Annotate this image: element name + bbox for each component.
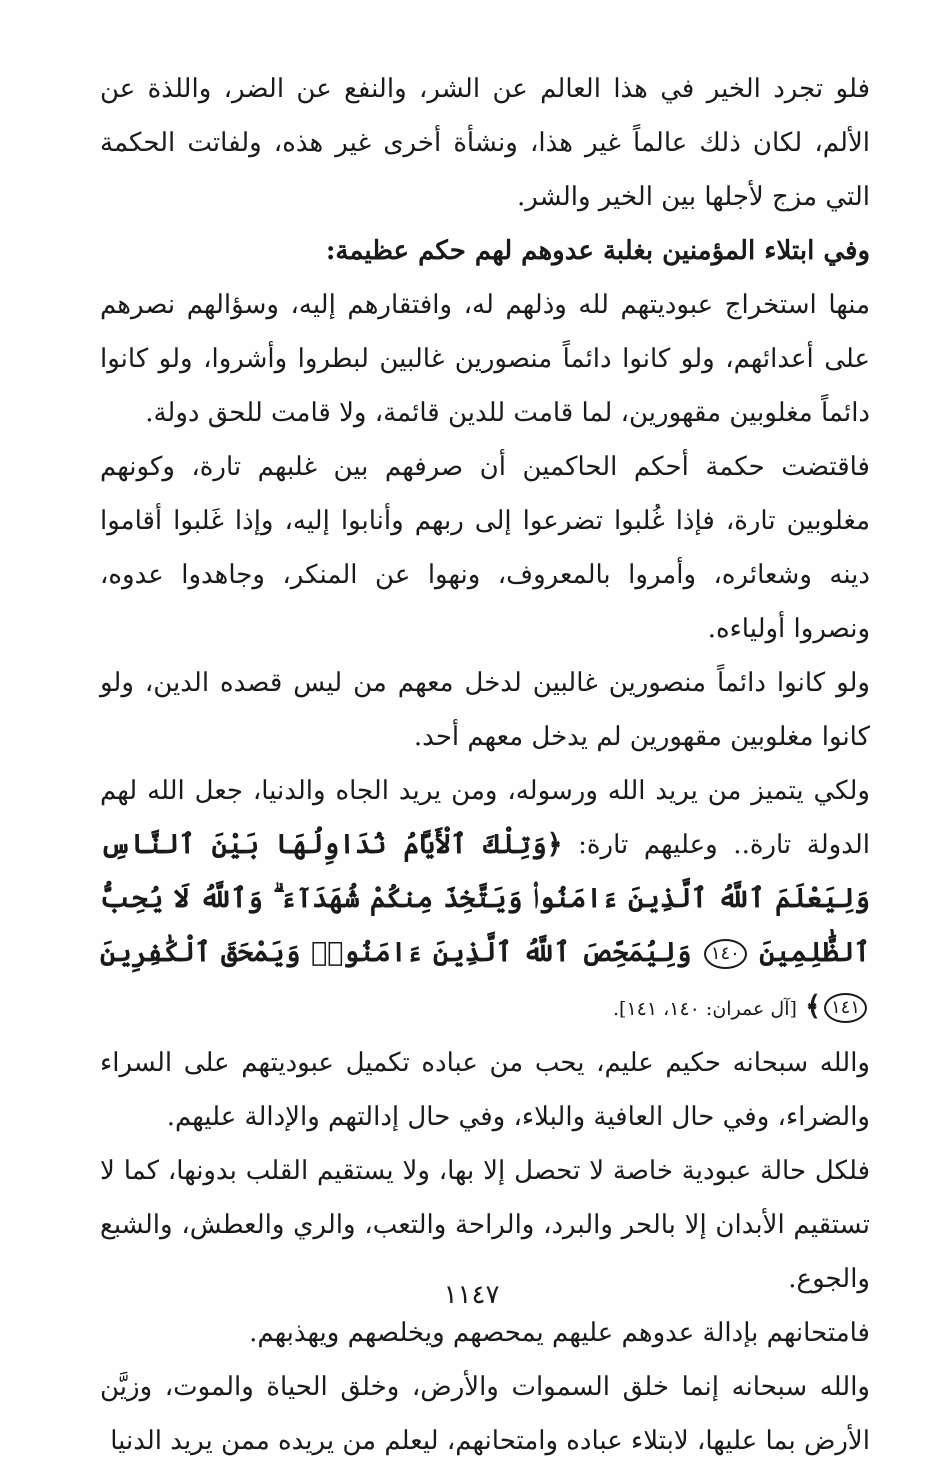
ayah-number-141: ١٤١ (824, 993, 867, 1023)
section-heading: وفي ابتلاء المؤمنين بغلبة عدوهم لهم حكم عظيمة: (325, 236, 870, 266)
paragraph-creation: والله سبحانه إنما خلق السموات والأرض، وخلق الحياة والموت، وزيَّن الأرض بما عليها، لابتلاء عباده وامتحانهم، ليعلم من يريده ممن يريد الدنيا (100, 1372, 870, 1456)
paragraph-trial: فامتحانهم بإدالة عدوهم عليهم يمحصهم ويخلصهم ويهذبهم. (249, 1318, 870, 1348)
page-number: ١١٤٧ (443, 1280, 500, 1310)
quran-close-bracket: ﴾ (805, 991, 821, 1022)
paragraph-always-victorious: ولو كانوا دائماً منصورين غالبين لدخل معهم من ليس قصده الدين، ولو كانوا مغلوبين مقهورين لم يدخل معهم أحد. (100, 668, 870, 752)
quote-intro: ولكي يتميز من يريد الله ورسوله، ومن يريد الجاه والدنيا، جعل الله لهم الدولة تارة.. وعليهم تارة: (100, 776, 870, 860)
paragraph-quran-quote (100, 764, 870, 1036)
quran-citation: [آل عمران: ١٤٠، ١٤١]. (613, 998, 797, 1020)
quran-verse-140: وَتِلْكَ ٱلْأَيَّامُ نُدَاوِلُهَا بَيْنَ ٱلنَّاسِ وَلِيَعْلَمَ ٱللَّهُ ٱلَّذِينَ ءَامَنُوا۟ وَيَتَّخِذَ مِنكُمْ شُهَدَآءَ ۗ وَٱللَّهُ لَا يُحِبُّ ٱلظَّٰلِمِينَ (100, 829, 871, 968)
paragraph-servitude: منها استخراج عبوديتهم لله وذلهم له، وافتقارهم إليه، وسؤالهم نصرهم على أعدائهم، ولو كانوا دائماً منصورين غالبين لبطروا وأشروا، ولو كانوا دائماً مغلوبين مقهورين، لما قامت للدين قائمة، ولا قامت للحق دولة. (100, 290, 870, 428)
paragraph-each-state: فلكل حالة عبودية خاصة لا تحصل إلا بها، ولا يستقيم القلب بدونها، كما لا تستقيم الأبدان إلا بالحر والبرد، والراحة والتعب، والري والعطش، والشبع والجوع. (100, 1156, 870, 1294)
paragraph-good-and-evil: فلو تجرد الخير في هذا العالم عن الشر، والنفع عن الضر، واللذة عن الألم، لكان ذلك عالماً غير هذا، ونشأة أخرى غير هذه، ولفاتت الحكمة التي مزج لأجلها بين الخير والشر. (100, 74, 870, 212)
page-body-text (100, 62, 870, 1468)
quran-open-bracket: ﴿ (546, 829, 563, 860)
ayah-number-140: ١٤٠ (704, 939, 747, 969)
paragraph-allah-wise: والله سبحانه حكيم عليم، يحب من عباده تكميل عبوديتهم على السراء والضراء، وفي حال العافية والبلاء، وفي حال إدالتهم والإدالة عليهم. (100, 1048, 870, 1132)
quran-verse-141: وَلِيُمَحِّصَ ٱللَّهُ ٱلَّذِينَ ءَامَنُوا۟ وَيَمْحَقَ ٱلْكَٰفِرِينَ (100, 937, 692, 968)
paragraph-wisdom: فاقتضت حكمة أحكم الحاكمين أن صرفهم بين غلبهم تارة، وكونهم مغلوبين تارة، فإذا غُلبوا تضرعوا إلى ربهم وأنابوا إليه، وإذا غَلبوا أقاموا دينه وشعائره، وأمروا بالمعروف، ونهوا عن المنكر، وجاهدوا عدوه، ونصروا أولياءه. (100, 452, 870, 644)
